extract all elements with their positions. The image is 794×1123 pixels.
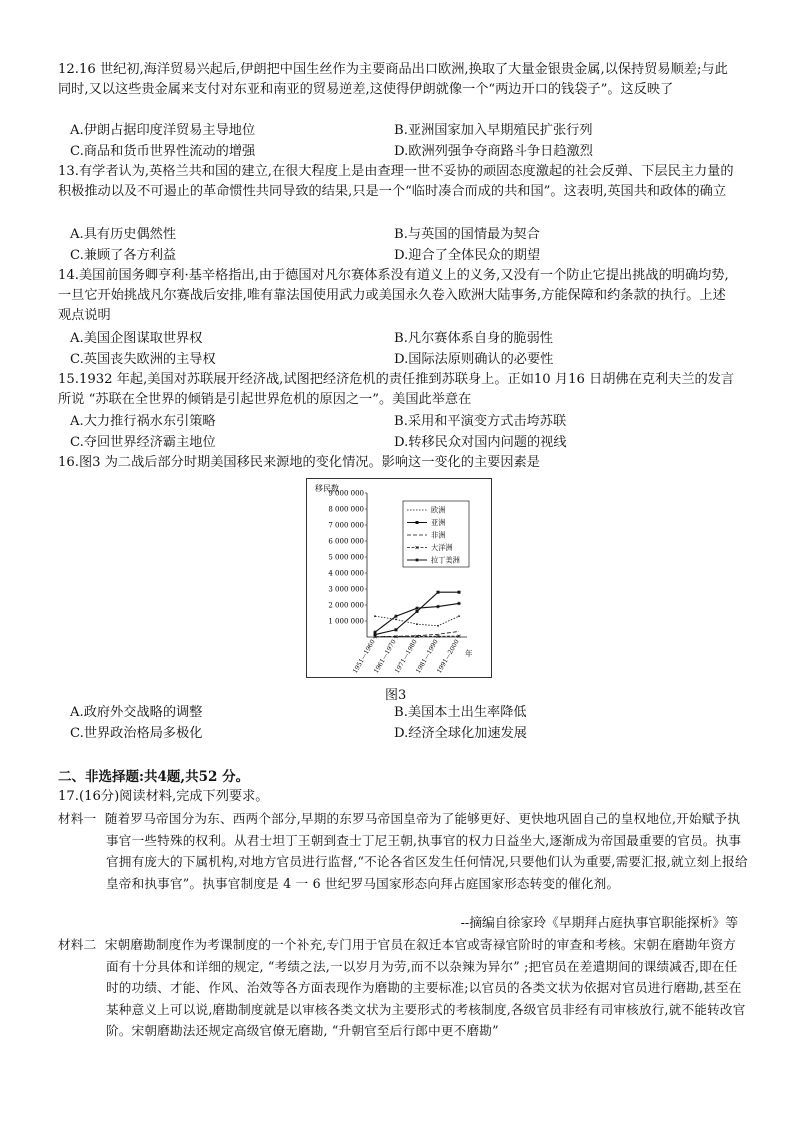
x-tick-label: 1991—2000: [435, 638, 461, 675]
y-tick-label: 5 000 000: [328, 553, 364, 562]
question-15-stem: 15.1932 年起,美国对苏联展开经济战,试图把经济危机的责任推到苏联身上。正如10 月16 日胡佛在克利夫兰的发言所说 “苏联在全世界的倾销是引起世界危机的原因之一”。美国此举意在: [58, 372, 735, 407]
y-tick-label: 2 000 000: [328, 601, 364, 610]
question-12-options: [70, 120, 730, 162]
legend-label: 非洲: [431, 530, 446, 540]
material-1-label: 材料一: [58, 811, 97, 826]
data-point: [395, 619, 397, 621]
chart-y-label: 移民数: [315, 484, 339, 493]
legend-label: 亚洲: [431, 518, 446, 528]
q15-option-a[interactable]: A.大力推行祸水东引策略: [70, 414, 216, 429]
q12-option-c[interactable]: C.商品和货币世界性流动的增强: [70, 144, 256, 159]
material-2-text: 宋朝磨勘制度作为考课制度的一个补充,专门用于官员在叙迁本官或寄禄官阶时的审查和考核。宋朝在磨勘年资方面有十分具体和详细的规定, “考绩之法,一以岁月为劳,而不以杂辣为异尔” ;把官员在差遣期间的课绩减否,即在任时的功绩、才能、作风、治效等各方面表现作为磨勘的主要标准;以官员的各类文状为依据对官员进行磨勘,甚至在某种意义上可以说,磨勘制度就是以审核各类文状为主要形式的考核制度,各级官员非经有司审核放行,就不能转改官阶。宋朝磨勘法还规定高级官僚无磨勘, “升朝官至后行郎中更不磨勘”: [104, 937, 746, 1038]
legend-marker: [415, 558, 419, 562]
data-point: [437, 591, 440, 594]
chart-y-ticks: [328, 490, 367, 626]
chart-x-label: 年: [465, 649, 473, 658]
q13-option-b[interactable]: B.与英国的国情最为契合: [394, 227, 540, 242]
q14-option-c[interactable]: C.英国丧失欧洲的主导权: [70, 352, 216, 367]
y-tick-label: 6 000 000: [328, 537, 364, 546]
legend-label: 欧洲: [431, 505, 446, 515]
data-point: [374, 615, 376, 617]
material-1-source: --摘编自徐家玲《早期拜占庭执事官职能探析》等: [460, 916, 738, 931]
q14-option-d[interactable]: D.国际法原则确认的必要性: [394, 352, 554, 367]
q15-option-b[interactable]: B.采用和平演变方式击垮苏联: [394, 414, 567, 429]
q13-option-a[interactable]: A.具有历史偶然性: [70, 227, 177, 242]
data-point: [394, 614, 398, 618]
q16-option-c[interactable]: C.世界政治格局多极化: [70, 726, 203, 741]
question-14-stem: 14.美国前国务卿亨利·基辛格指出,由于德国对凡尔赛体系没有道义上的义务,又没有一个防止它提出挑战的明确均势,一旦它开始挑战凡尔赛战后安排,唯有靠法国使用武力或美国永久卷入欧洲大陆事务,方能保障和约条款的执行。上述观点说明: [58, 268, 729, 323]
series-line-2: [375, 592, 459, 634]
chart-legend: [403, 501, 469, 567]
question-12-stem: 12.16 世纪初,海洋贸易兴起后,伊朗把中国生丝作为主要商品出口欧洲,换取了大量金银贵金属,以保持贸易顺差;与此同时,又以这些贵金属来支付对东亚和南亚的贸易逆差,这使得伊朗就像一个“两边开口的钱袋子”。这反映了: [58, 62, 728, 97]
q12-option-b[interactable]: B.亚洲国家加入早期殖民扩张行列: [394, 123, 593, 138]
figure-caption: 图3: [385, 688, 407, 703]
y-tick-label: 7 000 000: [328, 521, 364, 530]
question-16-options: [70, 702, 730, 744]
legend-marker: [416, 521, 419, 524]
question-15-options: [70, 411, 730, 453]
data-point: [416, 610, 419, 613]
data-point: [416, 623, 418, 625]
legend-label: 拉丁美洲: [431, 555, 460, 565]
x-tick-label: 1971—1980: [393, 638, 419, 675]
q12-option-a[interactable]: A.伊朗占据印度洋贸易主导地位: [70, 123, 256, 138]
question-16-stem: 16.图3 为二战后部分时期美国移民来源地的变化情况。影响这一变化的主要因素是: [58, 455, 540, 470]
y-tick-label: 1 000 000: [328, 617, 364, 626]
q12-option-d[interactable]: D.欧洲列强争夺商路斗争日趋激烈: [394, 144, 593, 159]
data-point: [457, 602, 461, 606]
material-2-label: 材料二: [58, 937, 97, 952]
data-point: [395, 628, 398, 631]
x-tick-label: 1981—1990: [414, 638, 440, 675]
q14-option-b[interactable]: B.凡尔赛体系自身的脆弱性: [394, 331, 553, 346]
data-point: [436, 605, 440, 609]
immigration-line-chart: [307, 479, 491, 677]
data-point: [373, 630, 377, 634]
question-17-stem: 17.(16分)阅读材料,完成下列要求。: [58, 789, 269, 804]
material-1-text: 随着罗马帝国分为东、西两个部分,早期的东罗马帝国皇帝为了能够更好、更快地巩固自己的皇权地位,开始赋予执事官一些特殊的权利。从君士坦丁王朝到查士丁尼王朝,执事官的权力日益坐大,逐渐成为帝国最重要的官员。执事官拥有庞大的下属机构,对地方官员进行监督,“不论各省区发生任何情况,只要他们认为重要,需要汇报,就立刻上报给皇帝和执事官”。执事官制度是 4 一 6 世纪罗马国家形态向拜占庭国家形态转变的催化剂。: [104, 811, 748, 891]
question-13-options: [70, 224, 730, 266]
question-13-stem: 13.有学者认为,英格兰共和国的建立,在很大程度上是由查理一世不妥协的顽固态度激起的社会反弹、下层民主力量的积极推动以及不可遏止的革命惯性共同导致的结果,只是一个“临时凑合而成的共和国”。这表明,英国共和政体的确立: [58, 164, 734, 199]
y-tick-label: 4 000 000: [328, 569, 364, 578]
y-tick-label: 3 000 000: [328, 585, 364, 594]
y-tick-label: 9 000 000: [328, 489, 364, 498]
data-point: [415, 606, 419, 610]
figure-3-chart: [306, 478, 492, 678]
legend-label: 大洋洲: [431, 543, 453, 553]
q15-option-d[interactable]: D.转移民众对国内问题的视线: [394, 435, 567, 450]
x-tick-label: 1951—1960: [351, 638, 377, 675]
y-tick-label: 8 000 000: [328, 505, 364, 514]
data-point: [437, 625, 439, 627]
data-point: [458, 591, 461, 594]
data-point: [458, 615, 460, 617]
q16-option-b[interactable]: B.美国本土出生率降低: [394, 705, 527, 720]
material-1: [58, 808, 748, 894]
x-tick-label: 1961—1970: [372, 638, 398, 675]
q13-option-c[interactable]: C.兼顾了各方利益: [70, 248, 177, 263]
q16-option-a[interactable]: A.政府外交战略的调整: [70, 705, 203, 720]
q13-option-d[interactable]: D.迎合了全体民众的期望: [394, 248, 541, 263]
q15-option-c[interactable]: C.夺回世界经济霸主地位: [70, 435, 216, 450]
q14-option-a[interactable]: A.美国企图谋取世界权: [70, 331, 203, 346]
q16-option-d[interactable]: D.经济全球化加速发展: [394, 726, 527, 741]
chart-x-ticks: [352, 638, 461, 674]
question-14-options: [70, 328, 730, 370]
material-2: [58, 934, 748, 1042]
chart-series: [373, 591, 461, 639]
section-2-heading: 二、非选择题:共4题,共52 分。: [58, 769, 250, 785]
